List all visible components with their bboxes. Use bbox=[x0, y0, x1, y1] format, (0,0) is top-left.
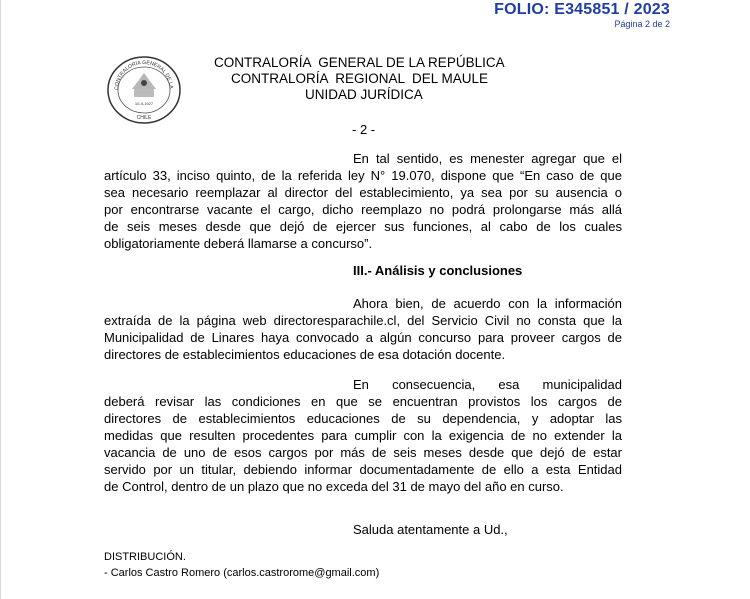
paragraph-1-line: por encontrarse vacante el cargo, dicho reemplazo no podrá prolongarse más allá bbox=[104, 202, 622, 217]
paragraph-3-line: de Control, dentro de un plazo que no exceda del 31 de mayo del año en curso. bbox=[104, 479, 564, 494]
paragraph-3-line: medidas que resulten procedentes para cumplir con la exigencia de no extender la bbox=[104, 428, 622, 443]
paragraph-1-line: obligatoriamente deberá llamarse a concurso”. bbox=[104, 236, 373, 251]
page-count: Página 2 de 2 bbox=[614, 19, 670, 29]
page-margin-right bbox=[709, 0, 750, 599]
closing-salutation: Saluda atentamente a Ud., bbox=[353, 522, 508, 537]
page-number: - 2 - bbox=[352, 122, 376, 137]
org-unit-line: UNIDAD JURÍDICA bbox=[305, 87, 423, 102]
paragraph-3-line: directores de establecimientos educaciones de su dependencia, y adoptar las bbox=[104, 411, 622, 426]
paragraph-3-line: En consecuencia, esa municipalidad bbox=[353, 377, 622, 392]
paragraph-3-line: servido por un titular, debiendo informar documentadamente de ello a esta Entidad bbox=[104, 462, 622, 477]
paragraph-1-line: sea necesario reemplazar al director del establecimiento, ya sea por su ausencia o bbox=[104, 185, 622, 200]
paragraph-1-line: de seis meses desde que dejó de ejercer sus funciones, al cabo de los cuales bbox=[104, 219, 622, 234]
paragraph-3-line: vacancia de uno de esos cargos por más de seis meses desde que dejó de estar bbox=[104, 445, 622, 460]
paragraph-2-line: Ahora bien, de acuerdo con la información bbox=[353, 296, 622, 311]
folio-number: FOLIO: E345851 / 2023 bbox=[494, 1, 670, 18]
section-heading: III.- Análisis y conclusiones bbox=[353, 263, 523, 278]
distribution-title: DISTRIBUCIÓN. bbox=[104, 551, 186, 563]
page-left-edge bbox=[0, 0, 1, 599]
seal-date: 10-II-1927 bbox=[134, 101, 154, 106]
paragraph-3-line: deberá revisar las condiciones en que se encuentran provistos los cargos de bbox=[104, 394, 622, 409]
seal-ring-text: CONTRALORIA GENERAL DE LA bbox=[113, 59, 174, 91]
paragraph-2-line: Municipalidad de Linares haya convocado a algún concurso para proveer cargos de bbox=[104, 330, 622, 345]
org-name-line1: CONTRALORÍA GENERAL DE LA REPÚBLICA bbox=[214, 55, 505, 70]
paragraph-1-line: En tal sentido, es menester agregar que el bbox=[353, 151, 622, 166]
contraloria-seal-logo bbox=[106, 55, 182, 125]
paragraph-1-line: artículo 33, inciso quinto, de la referida ley N° 19.070, dispone que “En caso de que bbox=[104, 168, 622, 183]
paragraph-2-line: directores de establecimientos educaciones de esa dotación docente. bbox=[104, 347, 506, 362]
seal-country: CHILE bbox=[136, 115, 152, 121]
paragraph-2-line: extraída de la página web directoresparachile.cl, del Servicio Civil no consta que la bbox=[104, 313, 622, 328]
distribution-item: - Carlos Castro Romero (carlos.castrorome@gmail.com) bbox=[104, 567, 380, 579]
org-name-line2: CONTRALORÍA REGIONAL DEL MAULE bbox=[231, 71, 489, 86]
